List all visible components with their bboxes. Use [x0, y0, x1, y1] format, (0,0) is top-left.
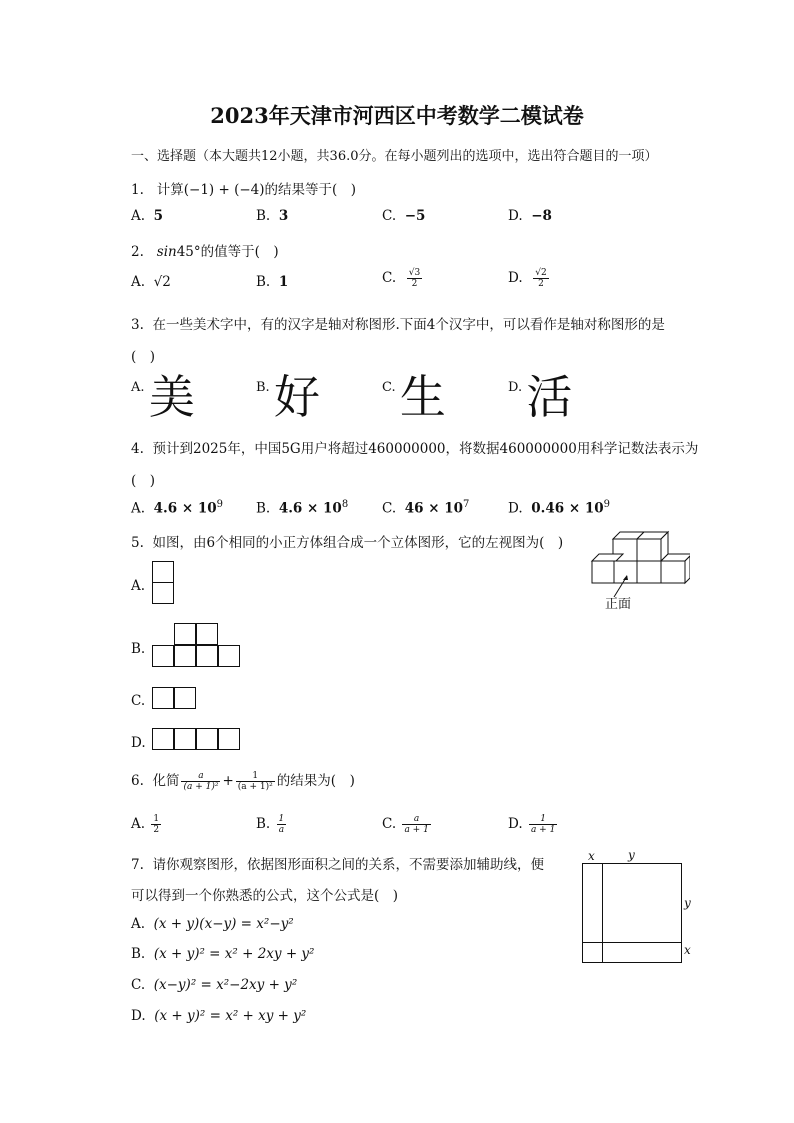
question-1: [131, 178, 356, 198]
option-a[interactable]: A. √2: [131, 274, 171, 290]
option-d[interactable]: D. $\frac{√2}{2}$: [508, 268, 547, 289]
option-b[interactable]: B. (x + y)² = x² + 2xy + y²: [131, 946, 315, 962]
option-d[interactable]: D. $\frac{1}{a + 1}$: [508, 814, 556, 835]
label-top-y: y: [628, 848, 635, 862]
option-d[interactable]: D. −8: [508, 208, 552, 224]
option-b[interactable]: B. $\frac{1}{a}$: [256, 814, 285, 835]
label-right-y: y: [684, 896, 691, 910]
option-b[interactable]: B.: [131, 641, 146, 657]
figure-vertical-line: [602, 864, 603, 962]
option-b[interactable]: B. $4.6 \times 10^8$: [256, 499, 349, 517]
option-c[interactable]: C. $\frac{a}{a + 1}$: [382, 814, 429, 835]
option-a[interactable]: A. 5: [131, 208, 164, 224]
question-6: 6. 化简 $\frac{a}{\text{(a + 1)²}}$ + $\frac{1}{\text{(a + 1)²}}$ 的结果为( ): [131, 771, 355, 792]
option-c[interactable]: C. (x−y)² = x²−2xy + y²: [131, 977, 298, 993]
option-a[interactable]: A. $4.6 \times 10^9$: [131, 499, 224, 517]
option-c[interactable]: C. −5: [382, 208, 426, 224]
question-7-cont: 可以得到一个你熟悉的公式，这个公式是( ): [131, 888, 399, 904]
question-3: 3. 在一些美术字中，有的汉字是轴对称图形.下面4个汉字中，可以看作是轴对称图形的是: [131, 317, 665, 333]
figure-horizontal-line: [583, 942, 681, 943]
question-7: 7. 请你观察图形，依据图形面积之间的关系，不需要添加辅助线，便: [131, 857, 544, 873]
option-d[interactable]: D. 活: [508, 370, 573, 424]
question-5: 5. 如图，由6个相同的小正方体组合成一个立体图形，它的左视图为( ): [131, 535, 564, 551]
option-a[interactable]: A. $\frac{1}{2}$: [131, 814, 160, 835]
option-b[interactable]: B. 好: [256, 370, 320, 424]
option-c[interactable]: C. $46 \times 10^7$: [382, 499, 470, 517]
question-number: 1.: [131, 182, 144, 198]
section-header: 一、选择题（本大题共12小题，共36.0分。在每小题列出的选项中，选出符合题目的一项）: [131, 149, 658, 164]
option-c[interactable]: C.: [131, 693, 146, 709]
option-d[interactable]: D.: [131, 735, 146, 751]
option-c[interactable]: C. 生: [382, 370, 446, 424]
question-text: 计算(−1) + (−4)的结果等于( ): [156, 182, 357, 198]
label-top-x: x: [588, 849, 595, 863]
label-right-x: x: [684, 943, 691, 957]
square-figure: [582, 863, 682, 963]
question-3-cont: ( ): [131, 349, 156, 365]
page-title: 2023年天津市河西区中考数学二模试卷: [210, 103, 584, 128]
option-d[interactable]: D. (x + y)² = x² + xy + y²: [131, 1008, 307, 1024]
option-c[interactable]: C. $\frac{√3}{2}$: [382, 268, 421, 289]
question-2: 2. sin45°的值等于( ): [131, 244, 279, 260]
option-b[interactable]: B. 3: [256, 208, 289, 224]
option-a[interactable]: A.: [131, 578, 146, 594]
option-a[interactable]: A. 美: [131, 370, 195, 424]
option-b[interactable]: B. 1: [256, 274, 289, 290]
option-d[interactable]: D. $0.46 \times 10^9$: [508, 499, 610, 517]
question-4-cont: ( ): [131, 473, 156, 489]
option-a[interactable]: A. (x + y)(x−y) = x²−y²: [131, 916, 294, 932]
question-4: 4. 预计到2025年，中国5G用户将超过460000000，将数据460000000用科学记数法表示为: [131, 441, 699, 457]
figure-label-front: 正面: [605, 597, 632, 612]
